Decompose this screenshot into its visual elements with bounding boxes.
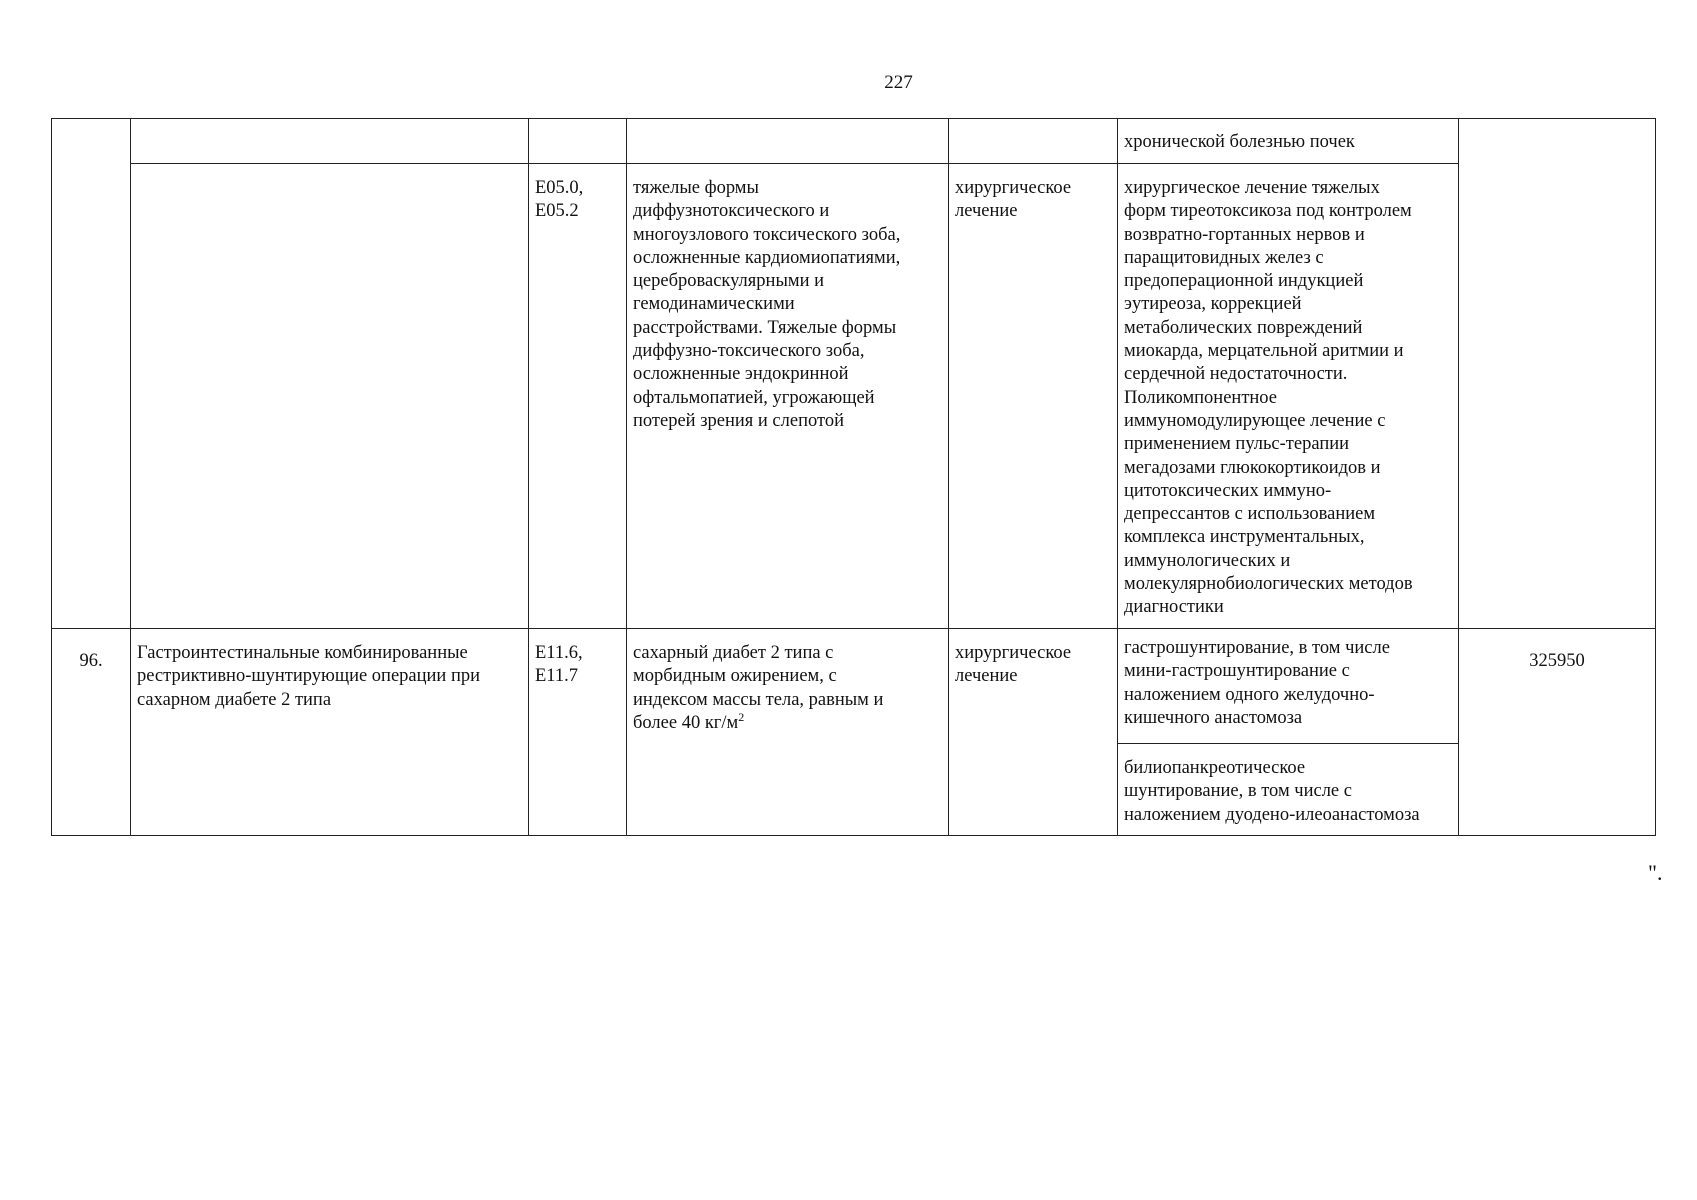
- cell-price-empty: [1459, 119, 1656, 629]
- cell-model-empty: [627, 119, 949, 164]
- cell-treatment-method-1: гастрошунтирование, в том числе мини-гастрошунтирование с наложением одного желудочно- кишечного анастомоза: [1118, 629, 1459, 744]
- cell-treatment-type: хирургическое лечение: [949, 629, 1118, 836]
- page-number: 227: [884, 72, 913, 93]
- cell-patient-model: сахарный диабет 2 типа с морбидным ожирением, с индексом массы тела, равным и более 40 $кг/м^2$: [627, 629, 949, 836]
- cell-codes-empty: [529, 119, 627, 164]
- cell-service-name: Гастроинтестинальные комбинированные рестриктивно-шунтирующие операции при сахарном диабете 2 типа: [131, 629, 529, 836]
- table-row-96: [52, 629, 1656, 744]
- services-table: [51, 118, 1656, 836]
- cell-method-tail: хронической болезнью почек: [1118, 119, 1459, 164]
- cell-codes: E05.0, E05.2: [529, 164, 627, 629]
- cell-treatment-empty: [949, 119, 1118, 164]
- table-row-continuation: [52, 119, 1656, 164]
- cell-number-empty: [52, 119, 131, 629]
- superscript-two: 2: [738, 709, 745, 724]
- cell-treatment-method-2: билиопанкреотическое шунтирование, в том числе с наложением дуодено-илеоанастомоза: [1118, 744, 1459, 836]
- cell-name-empty: [131, 119, 529, 164]
- model-last-line: более 40 кг/м: [633, 712, 739, 733]
- cell-price: 325950: [1459, 629, 1656, 836]
- cell-treatment-method: хирургическое лечение тяжелых форм тиреотоксикоза под контролем возвратно-гортанных нервов и паращитовидных желез с предоперационной индукцией эутиреоза, коррекцией метаболических повреждений миокарда, мерцательной аритмии и сердечной недостаточности. Поликомпонентное иммуномодулирующее лечение с применением пульс-терапии мегадозами глюкокортикоидов и цитотоксических иммуно- депрессантов с использованием комплекса инструментальных, иммунологических и молекулярнобиологических методов диагностики: [1118, 164, 1459, 629]
- cell-treatment-type: хирургическое лечение: [949, 164, 1118, 629]
- cell-patient-model: тяжелые формы диффузнотоксического и многоузлового токсического зоба, осложненные кардиомиопатиями, цереброваскулярными и гемодинамическими расстройствами. Тяжелые формы диффузно-токсического зоба, осложненные эндокринной офтальмопатией, угрожающей потерей зрения и слепотой: [627, 164, 949, 629]
- cell-codes: E11.6, E11.7: [529, 629, 627, 836]
- table-row-e05: [52, 164, 1656, 629]
- cell-row-number: 96.: [52, 629, 131, 836]
- cell-name-empty: [131, 164, 529, 629]
- closing-quote-mark: ".: [1648, 860, 1663, 885]
